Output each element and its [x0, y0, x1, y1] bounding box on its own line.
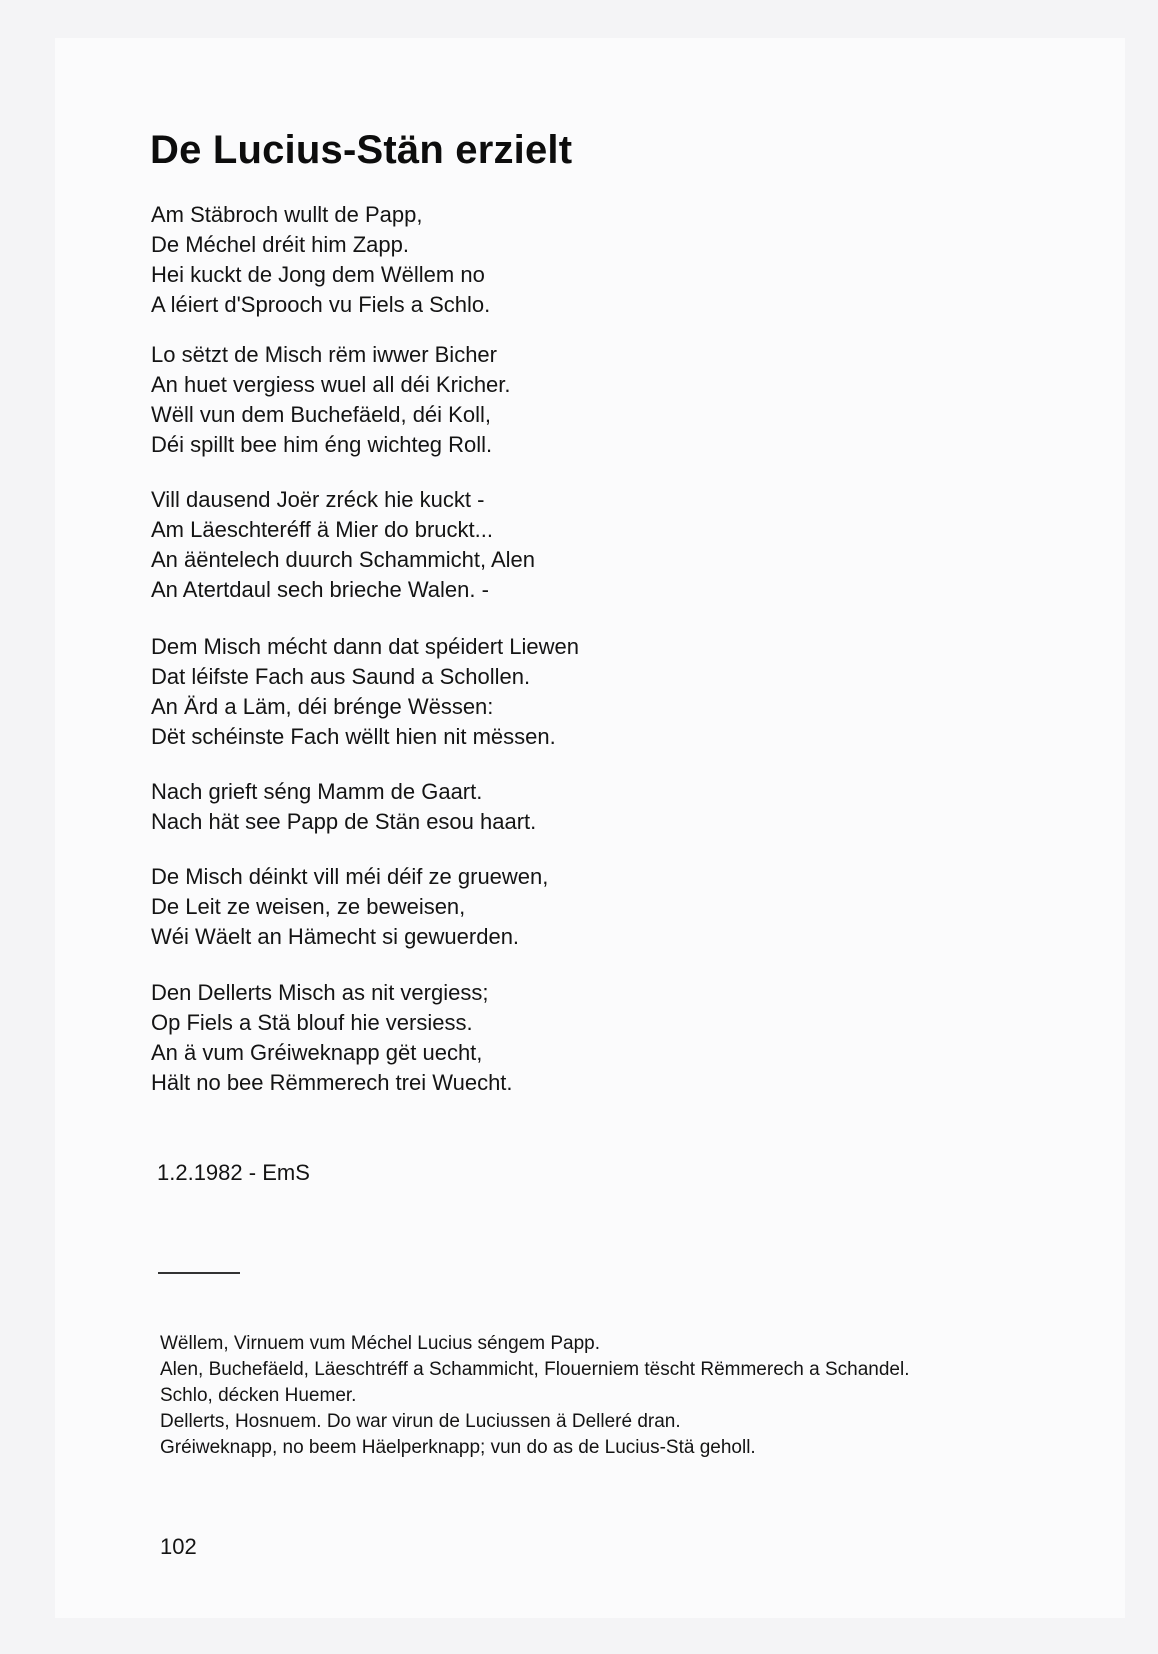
page-number: 102: [160, 1534, 197, 1559]
verse-line: Dat léifste Fach aus Saund a Schollen.: [151, 664, 531, 689]
stanza-1: [151, 200, 490, 320]
footnotes: [160, 1331, 1008, 1461]
verse-line: Op Fiels a Stä blouf hie versiess.: [151, 1010, 473, 1035]
verse-line: Wéi Wäelt an Hämecht si gewuerden.: [151, 924, 520, 949]
stanza-7: [151, 978, 513, 1098]
footnote: Gréiweknapp, no beem Häelperknapp; vun do as de Lucius-Stä geholl.: [160, 1437, 756, 1458]
stanza-6: [151, 862, 548, 952]
verse-line: An äëntelech duurch Schammicht, Alen: [151, 547, 536, 572]
verse-line: A léiert d'Sprooch vu Fiels a Schlo.: [151, 292, 491, 317]
footnote: Schlo, décken Huemer.: [160, 1385, 357, 1406]
verse-line: De Méchel dréit him Zapp.: [151, 232, 409, 257]
verse-line: Wëll vun dem Buchefäeld, déi Koll,: [151, 402, 491, 427]
stanza-4: [151, 632, 579, 752]
verse-line: De Misch déinkt vill méi déif ze gruewen,: [151, 864, 549, 889]
verse-line: Vill dausend Joër zréck hie kuckt -: [151, 487, 485, 512]
verse-line: De Leit ze weisen, ze beweisen,: [151, 894, 466, 919]
verse-line: Hält no bee Rëmmerech trei Wuecht.: [151, 1070, 513, 1095]
footnote-divider: [158, 1272, 240, 1274]
verse-line: An huet vergiess wuel all déi Kricher.: [151, 372, 511, 397]
verse-line: An Ärd a Läm, déi brénge Wëssen:: [151, 694, 494, 719]
poem-title: De Lucius-Stän erzielt: [150, 128, 573, 172]
footnote: Alen, Buchefäeld, Läeschtréff a Schammicht, Flouerniem tëscht Rëmmerech a Schandel.: [160, 1359, 910, 1380]
verse-line: Nach hät see Papp de Stän esou haart.: [151, 809, 537, 834]
stanza-2: [151, 340, 511, 460]
verse-line: Nach grieft séng Mamm de Gaart.: [151, 779, 483, 804]
stanza-5: [151, 777, 536, 837]
verse-line: Déi spillt bee him éng wichteg Roll.: [151, 432, 493, 457]
verse-line: Am Läeschteréff ä Mier do bruckt...: [151, 517, 493, 542]
verse-line: Dët schéinste Fach wëllt hien nit mëssen.: [151, 724, 556, 749]
footnote: Wëllem, Virnuem vum Méchel Lucius séngem Papp.: [160, 1333, 601, 1354]
verse-line: An Atertdaul sech brieche Walen. -: [151, 577, 489, 602]
verse-line: Lo sëtzt de Misch rëm iwwer Bicher: [151, 342, 497, 367]
date-signature: 1.2.1982 - EmS: [157, 1160, 310, 1185]
verse-line: An ä vum Gréiweknapp gët uecht,: [151, 1040, 483, 1065]
verse-line: Dem Misch mécht dann dat spéidert Liewen: [151, 634, 579, 659]
stanza-3: [151, 485, 535, 605]
verse-line: Am Stäbroch wullt de Papp,: [151, 202, 423, 227]
footnote: Dellerts, Hosnuem. Do war virun de Luciussen ä Delleré dran.: [160, 1411, 681, 1432]
verse-line: Den Dellerts Misch as nit vergiess;: [151, 980, 489, 1005]
verse-line: Hei kuckt de Jong dem Wëllem no: [151, 262, 485, 287]
